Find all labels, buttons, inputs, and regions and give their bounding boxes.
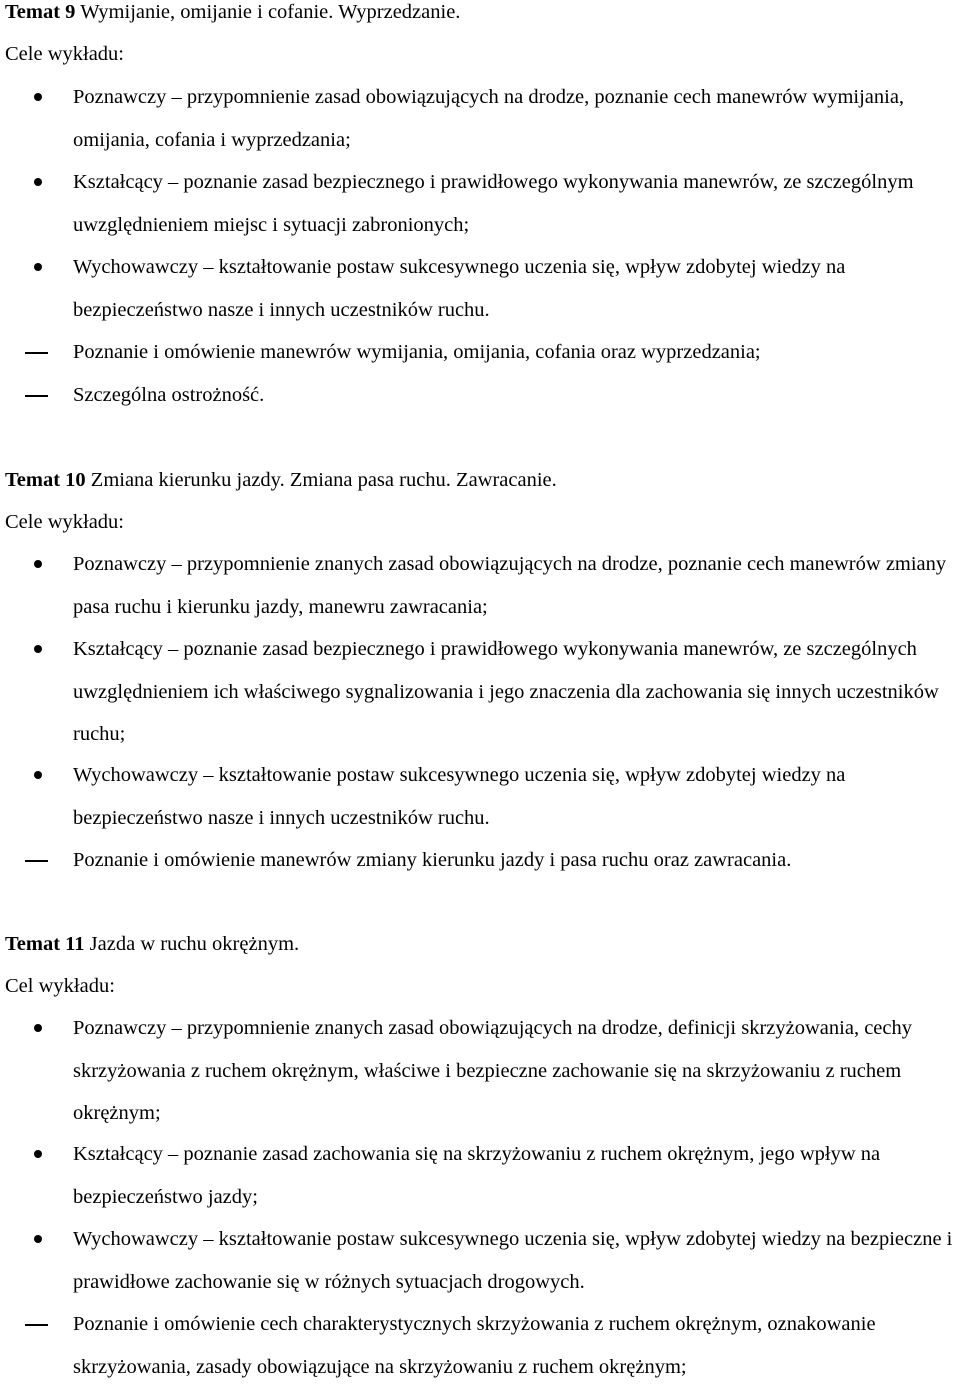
list-item-text: Poznawczy – przypomnienie zasad obowiązujących na drodze, poznanie cech manewrów wymijania, omijania, cofania i wyprzedzania;: [73, 86, 905, 151]
list-item: [73, 1303, 958, 1388]
bullet-icon: [29, 1007, 49, 1050]
topic-title: Jazda w ruchu okrężnym.: [89, 933, 300, 955]
dash-icon: [29, 331, 49, 374]
list-item-text: Poznawczy – przypomnienie znanych zasad obowiązujących na drodze, definicji skrzyżowania, cechy skrzyżowania z ruchem okrężnym, właściwe i bezpieczne zachowanie się na skrzyżowaniu z ruchem okrężnym;: [73, 1017, 912, 1124]
list-item-text: Poznanie i omówienie cech charakterystycznych skrzyżowania z ruchem okrężnym, oznakowanie skrzyżowania, zasady obowiązujące na skrzyżowaniu z ruchem okrężnym;: [73, 1313, 876, 1378]
section-heading: [5, 468, 557, 492]
list-item: [73, 1133, 958, 1218]
list-item: [73, 543, 958, 628]
topic-label: Temat 10: [5, 469, 86, 491]
goals-label: Cel wykładu:: [5, 975, 115, 997]
list-item-text: Kształcący – poznanie zasad bezpiecznego i prawidłowego wykonywania manewrów, ze szczególnym uwzględnieniem miejsc i sytuacji zabronionych;: [73, 171, 914, 236]
list-item-text: Kształcący – poznanie zasad bezpiecznego i prawidłowego wykonywania manewrów, ze szczególnych uwzględnieniem ich właściwego sygnalizowania i jego znaczenia dla zachowania się innych uczestników ruchu;: [73, 638, 939, 745]
list-item: [73, 246, 958, 331]
list-item: [73, 374, 958, 417]
bullet-icon: [29, 1218, 49, 1261]
list-item: [73, 76, 958, 161]
goals-label: Cele wykładu:: [5, 511, 124, 533]
list-item: [73, 628, 958, 756]
list-item: [73, 331, 958, 374]
topic-title: Zmiana kierunku jazdy. Zmiana pasa ruchu. Zawracanie.: [90, 469, 557, 491]
list-item: [73, 1007, 958, 1135]
list-item-text: Szczególna ostrożność.: [73, 384, 265, 406]
list-item-text: Poznanie i omówienie manewrów zmiany kierunku jazdy i pasa ruchu oraz zawracania.: [73, 849, 792, 871]
list-item: [73, 754, 958, 839]
list-item-text: Wychowawczy – kształtowanie postaw sukcesywnego uczenia się, wpływ zdobytej wiedzy na bezpieczne i prawidłowe zachowanie się w różnych sytuacjach drogowych.: [73, 1228, 953, 1293]
section-heading: [5, 0, 460, 24]
dash-icon: [29, 839, 49, 882]
list-item-text: Wychowawczy – kształtowanie postaw sukcesywnego uczenia się, wpływ zdobytej wiedzy na bezpieczeństwo nasze i innych uczestników ruchu.: [73, 256, 846, 321]
bullet-icon: [29, 76, 49, 119]
topic-label: Temat 9: [5, 1, 76, 23]
dash-icon: [29, 1303, 49, 1346]
list-item-text: Poznanie i omówienie manewrów wymijania, omijania, cofania oraz wyprzedzania;: [73, 341, 761, 363]
list-item: [73, 161, 958, 246]
dash-icon: [29, 374, 49, 417]
list-item-text: Kształcący – poznanie zasad zachowania się na skrzyżowaniu z ruchem okrężnym, jego wpływ na bezpieczeństwo jazdy;: [73, 1143, 881, 1208]
list-item: [73, 839, 958, 882]
list-item-text: Wychowawczy – kształtowanie postaw sukcesywnego uczenia się, wpływ zdobytej wiedzy na bezpieczeństwo nasze i innych uczestników ruchu.: [73, 764, 846, 829]
bullet-icon: [29, 628, 49, 671]
bullet-icon: [29, 754, 49, 797]
topic-title: Wymijanie, omijanie i cofanie. Wyprzedzanie.: [80, 1, 461, 23]
topic-label: Temat 11: [5, 933, 85, 955]
bullet-icon: [29, 161, 49, 204]
section-heading: [5, 932, 299, 956]
bullet-icon: [29, 246, 49, 289]
bullet-icon: [29, 543, 49, 586]
list-item: [73, 1218, 958, 1303]
list-item-text: Poznawczy – przypomnienie znanych zasad obowiązujących na drodze, poznanie cech manewrów zmiany pasa ruchu i kierunku jazdy, manewru zawracania;: [73, 553, 947, 618]
bullet-icon: [29, 1133, 49, 1176]
goals-label: Cele wykładu:: [5, 43, 124, 65]
